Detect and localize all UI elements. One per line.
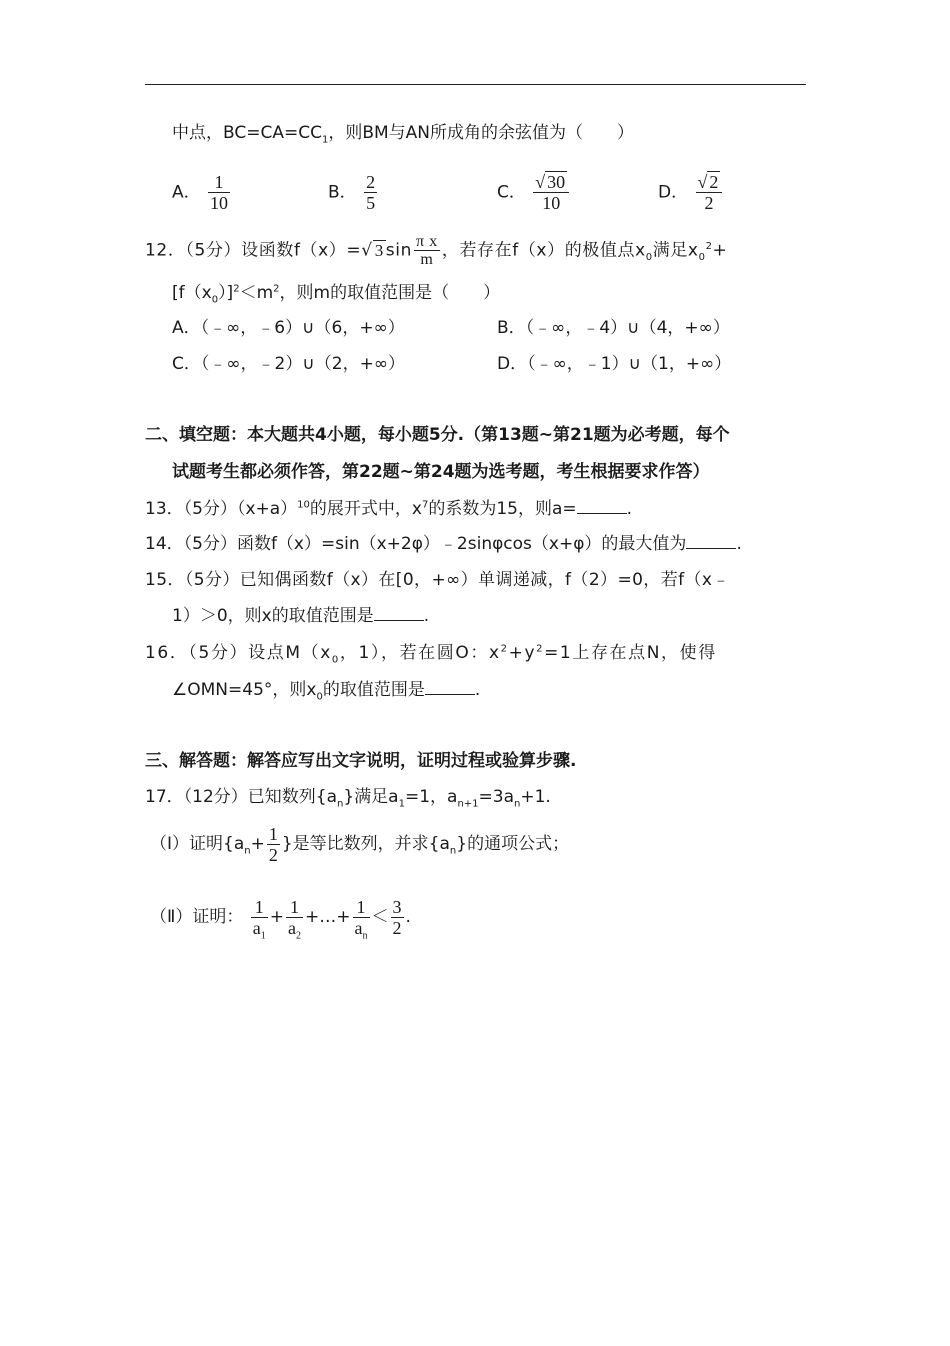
fraction: $\frac{√ 2}{2}$ [696,172,723,213]
answer-blank [577,498,627,514]
q13: 13．（5分）$(x+a)^{10}$的展开式中，$x^7$的系数为15，则a= . [145,499,633,519]
q12-option-a: A．（﹣∞，﹣6）∪（6，+∞） [172,318,405,338]
answer-blank [374,605,424,621]
q15-line1: 15．（5分）已知偶函数f（x）在[0，+∞）单调递减，f（2）=0，若f（x﹣ [145,570,730,590]
fraction: $\frac{1}{a_1}$ [252,896,266,942]
fraction: $\frac{1}{2}$ [268,823,278,865]
q11-option-c: C． $\frac{√ 30}{10}$ [497,172,571,213]
fraction: $\frac{1}{a_2}$ [288,896,302,942]
fraction: $\frac{\text{π x}}{m}$ [415,233,438,268]
q12-option-b: B．（﹣∞，﹣4）∪（4，+∞） [497,318,730,338]
q11-stem: 中点，$BC=CA=CC_1$，则BM与AN所成角的余弦值为（ ） [172,123,635,146]
q15-line2: 1）＞0，则x的取值范围是 . [172,606,430,626]
q17-part1: （Ⅰ）证明{$a_n+$ $\frac{1}{2}$ }是等比数列，并求$\{a_n\}$的通项公式； [150,823,570,865]
q17-stem: 17．（12分）已知数列$\{a_n\}$满足$a_1=1$，$a_{n+1}=3a_n+1$. [145,787,551,810]
q12-stem-line2: $[f(x_0)]^2<m^2$，则m的取值范围是（ ） [172,283,501,306]
fraction: $\frac{2}{5}$ [366,172,376,213]
q12-option-d: D．（﹣∞，﹣1）∪（1，+∞） [497,354,732,374]
fraction: $\frac{3}{2}$ [392,896,402,938]
q11-option-d: D． $\frac{√ 2}{2}$ [658,172,724,213]
q11-option-b: B． $\frac{2}{5}$ [328,172,376,213]
q12-option-c: C．（﹣∞，﹣2）∪（2，+∞） [172,354,406,374]
fraction: $\frac{1}{a_n}$ [354,896,368,942]
answer-blank [686,533,736,549]
q12-stem-line1: 12．（5分）设函数f（x）=√ 3 sin $\frac{\text{π x}}{m}$ ，若存在f（x）的极值点$x_0$满足$x_0^2+$ [145,233,728,268]
section2-heading-line2: 试题考生都必须作答，第22题~第24题为选考题，考生根据要求作答） [172,462,710,482]
q17-part2: （Ⅱ）证明： $\frac{1}{a_1}$ + $\frac{1}{a_2}$ +…+ $\frac{1}{a_n}$ ＜ $\frac{3}{2}$ . [150,896,411,942]
q16-line1: 16．（5分）设点$M(x_0$，1），若在圆O：$x^2+y^2=1$上存在点N，使得 [145,643,717,666]
q16-line2: ∠OMN=45°，则$x_0$的取值范围是 . [172,680,481,703]
section3-heading: 三、解答题：解答应写出文字说明，证明过程或验算步骤. [145,751,577,771]
answer-blank [425,679,475,695]
fraction: $\frac{√ 30}{10}$ [533,172,569,213]
q11-option-a: A． $\frac{1}{10}$ [172,172,229,213]
section2-heading-line1: 二、填空题：本大题共4小题，每小题5分.（第13题~第21题为必考题，每个 [145,425,730,445]
fraction: $\frac{1}{10}$ [210,172,229,213]
header-rule [145,84,806,85]
q14: 14．（5分）函数f（x）=sin（x+2φ）﹣2sinφcos（x+φ）的最大值为 . [145,534,742,554]
